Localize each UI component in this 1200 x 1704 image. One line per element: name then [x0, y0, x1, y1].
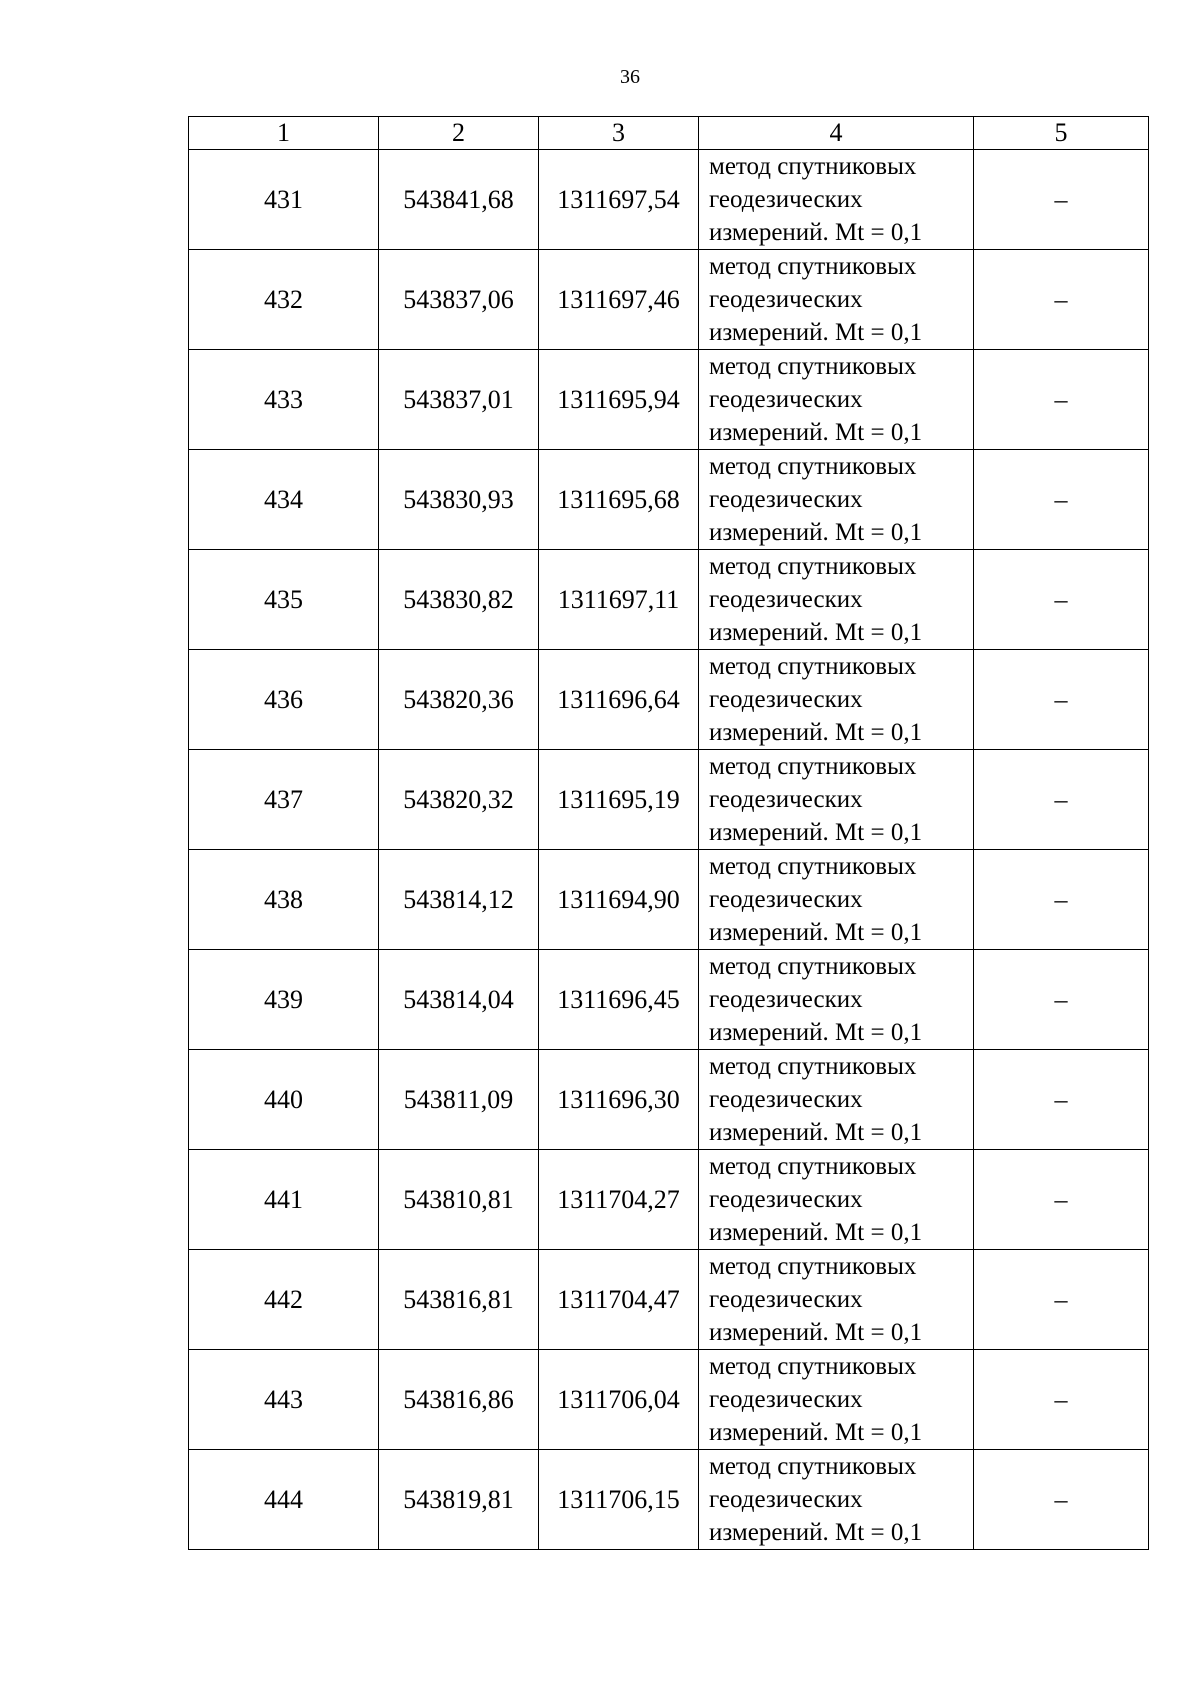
method-text-line: метод спутниковых: [709, 853, 917, 880]
point-number-cell: 438: [189, 850, 379, 950]
y-coordinate-cell: 1311695,68: [539, 450, 699, 550]
column-header: 2: [379, 117, 539, 150]
method-text-line: геодезических: [709, 1486, 863, 1513]
y-coordinate-cell: 1311704,27: [539, 1150, 699, 1250]
method-text-line: геодезических: [709, 1086, 863, 1113]
method-cell: [699, 650, 974, 750]
method-text-line: измерений. Mt = 0,1: [709, 319, 923, 346]
table-row: [189, 550, 1149, 650]
y-coordinate-cell: 1311694,90: [539, 850, 699, 950]
method-text-line: метод спутниковых: [709, 953, 917, 980]
method-text-line: геодезических: [709, 1386, 863, 1413]
column-header: 5: [974, 117, 1149, 150]
x-coordinate-cell: 543819,81: [379, 1450, 539, 1550]
point-number-cell: 436: [189, 650, 379, 750]
x-coordinate-cell: 543830,93: [379, 450, 539, 550]
table-row: [189, 650, 1149, 750]
note-cell: –: [974, 250, 1149, 350]
method-cell: [699, 150, 974, 250]
method-cell: [699, 1350, 974, 1450]
y-coordinate-cell: 1311706,15: [539, 1450, 699, 1550]
method-text-line: метод спутниковых: [709, 253, 917, 280]
point-number-cell: 434: [189, 450, 379, 550]
method-text-line: метод спутниковых: [709, 1153, 917, 1180]
y-coordinate-cell: 1311697,11: [539, 550, 699, 650]
table-row: [189, 450, 1149, 550]
x-coordinate-cell: 543837,01: [379, 350, 539, 450]
table-row: [189, 1150, 1149, 1250]
x-coordinate-cell: 543820,36: [379, 650, 539, 750]
method-cell: [699, 950, 974, 1050]
method-text-line: метод спутниковых: [709, 1253, 917, 1280]
note-cell: –: [974, 950, 1149, 1050]
point-number-cell: 444: [189, 1450, 379, 1550]
method-cell: [699, 850, 974, 950]
method-text-line: метод спутниковых: [709, 1453, 917, 1480]
y-coordinate-cell: 1311695,19: [539, 750, 699, 850]
method-text-line: измерений. Mt = 0,1: [709, 219, 923, 246]
x-coordinate-cell: 543837,06: [379, 250, 539, 350]
y-coordinate-cell: 1311697,46: [539, 250, 699, 350]
method-text-line: геодезических: [709, 1286, 863, 1313]
method-text-line: метод спутниковых: [709, 153, 917, 180]
method-text-line: измерений. Mt = 0,1: [709, 419, 923, 446]
method-text-line: геодезических: [709, 786, 863, 813]
method-text-line: геодезических: [709, 986, 863, 1013]
method-text-line: геодезических: [709, 686, 863, 713]
method-text-line: геодезических: [709, 886, 863, 913]
table-row: [189, 350, 1149, 450]
method-text-line: измерений. Mt = 0,1: [709, 619, 923, 646]
x-coordinate-cell: 543811,09: [379, 1050, 539, 1150]
column-header: 4: [699, 117, 974, 150]
point-number-cell: 442: [189, 1250, 379, 1350]
method-text-line: измерений. Mt = 0,1: [709, 519, 923, 546]
method-cell: [699, 1150, 974, 1250]
x-coordinate-cell: 543841,68: [379, 150, 539, 250]
method-text-line: метод спутниковых: [709, 1053, 917, 1080]
x-coordinate-cell: 543814,04: [379, 950, 539, 1050]
method-text-line: измерений. Mt = 0,1: [709, 1519, 923, 1546]
y-coordinate-cell: 1311706,04: [539, 1350, 699, 1450]
table-row: [189, 1050, 1149, 1150]
table-body: [189, 117, 1149, 1550]
point-number-cell: 431: [189, 150, 379, 250]
x-coordinate-cell: 543820,32: [379, 750, 539, 850]
note-cell: –: [974, 1250, 1149, 1350]
table-row: [189, 250, 1149, 350]
point-number-cell: 432: [189, 250, 379, 350]
method-cell: [699, 750, 974, 850]
coordinates-table: [188, 116, 1149, 1550]
method-text-line: геодезических: [709, 186, 863, 213]
method-cell: [699, 250, 974, 350]
table-row: [189, 1450, 1149, 1550]
note-cell: –: [974, 450, 1149, 550]
x-coordinate-cell: 543816,86: [379, 1350, 539, 1450]
method-cell: [699, 1450, 974, 1550]
method-text-line: метод спутниковых: [709, 553, 917, 580]
point-number-cell: 437: [189, 750, 379, 850]
method-text-line: метод спутниковых: [709, 1353, 917, 1380]
y-coordinate-cell: 1311696,30: [539, 1050, 699, 1150]
x-coordinate-cell: 543816,81: [379, 1250, 539, 1350]
note-cell: –: [974, 1150, 1149, 1250]
method-text-line: измерений. Mt = 0,1: [709, 719, 923, 746]
note-cell: –: [974, 1350, 1149, 1450]
method-cell: [699, 1250, 974, 1350]
table-header-row: [189, 117, 1149, 150]
method-text-line: измерений. Mt = 0,1: [709, 819, 923, 846]
note-cell: –: [974, 1450, 1149, 1550]
point-number-cell: 435: [189, 550, 379, 650]
method-text-line: геодезических: [709, 486, 863, 513]
method-text-line: измерений. Mt = 0,1: [709, 1419, 923, 1446]
point-number-cell: 439: [189, 950, 379, 1050]
y-coordinate-cell: 1311696,45: [539, 950, 699, 1050]
y-coordinate-cell: 1311704,47: [539, 1250, 699, 1350]
method-text-line: измерений. Mt = 0,1: [709, 1019, 923, 1046]
method-cell: [699, 350, 974, 450]
note-cell: –: [974, 550, 1149, 650]
method-cell: [699, 550, 974, 650]
method-text-line: метод спутниковых: [709, 453, 917, 480]
note-cell: –: [974, 850, 1149, 950]
point-number-cell: 443: [189, 1350, 379, 1450]
y-coordinate-cell: 1311695,94: [539, 350, 699, 450]
method-cell: [699, 1050, 974, 1150]
method-text-line: геодезических: [709, 586, 863, 613]
method-text-line: геодезических: [709, 386, 863, 413]
table-row: [189, 150, 1149, 250]
method-text-line: метод спутниковых: [709, 753, 917, 780]
method-text-line: метод спутниковых: [709, 353, 917, 380]
method-text-line: измерений. Mt = 0,1: [709, 1219, 923, 1246]
method-text-line: геодезических: [709, 286, 863, 313]
point-number-cell: 440: [189, 1050, 379, 1150]
table-row: [189, 850, 1149, 950]
x-coordinate-cell: 543830,82: [379, 550, 539, 650]
note-cell: –: [974, 650, 1149, 750]
method-text-line: измерений. Mt = 0,1: [709, 919, 923, 946]
method-text-line: метод спутниковых: [709, 653, 917, 680]
method-cell: [699, 450, 974, 550]
column-header: 3: [539, 117, 699, 150]
y-coordinate-cell: 1311696,64: [539, 650, 699, 750]
table-row: [189, 1350, 1149, 1450]
point-number-cell: 433: [189, 350, 379, 450]
x-coordinate-cell: 543810,81: [379, 1150, 539, 1250]
note-cell: –: [974, 750, 1149, 850]
table-row: [189, 750, 1149, 850]
note-cell: –: [974, 350, 1149, 450]
y-coordinate-cell: 1311697,54: [539, 150, 699, 250]
column-header: 1: [189, 117, 379, 150]
method-text-line: измерений. Mt = 0,1: [709, 1319, 923, 1346]
method-text-line: геодезических: [709, 1186, 863, 1213]
page-number: 36: [620, 66, 640, 88]
x-coordinate-cell: 543814,12: [379, 850, 539, 950]
point-number-cell: 441: [189, 1150, 379, 1250]
note-cell: –: [974, 1050, 1149, 1150]
note-cell: –: [974, 150, 1149, 250]
method-text-line: измерений. Mt = 0,1: [709, 1119, 923, 1146]
table-row: [189, 1250, 1149, 1350]
table-row: [189, 950, 1149, 1050]
